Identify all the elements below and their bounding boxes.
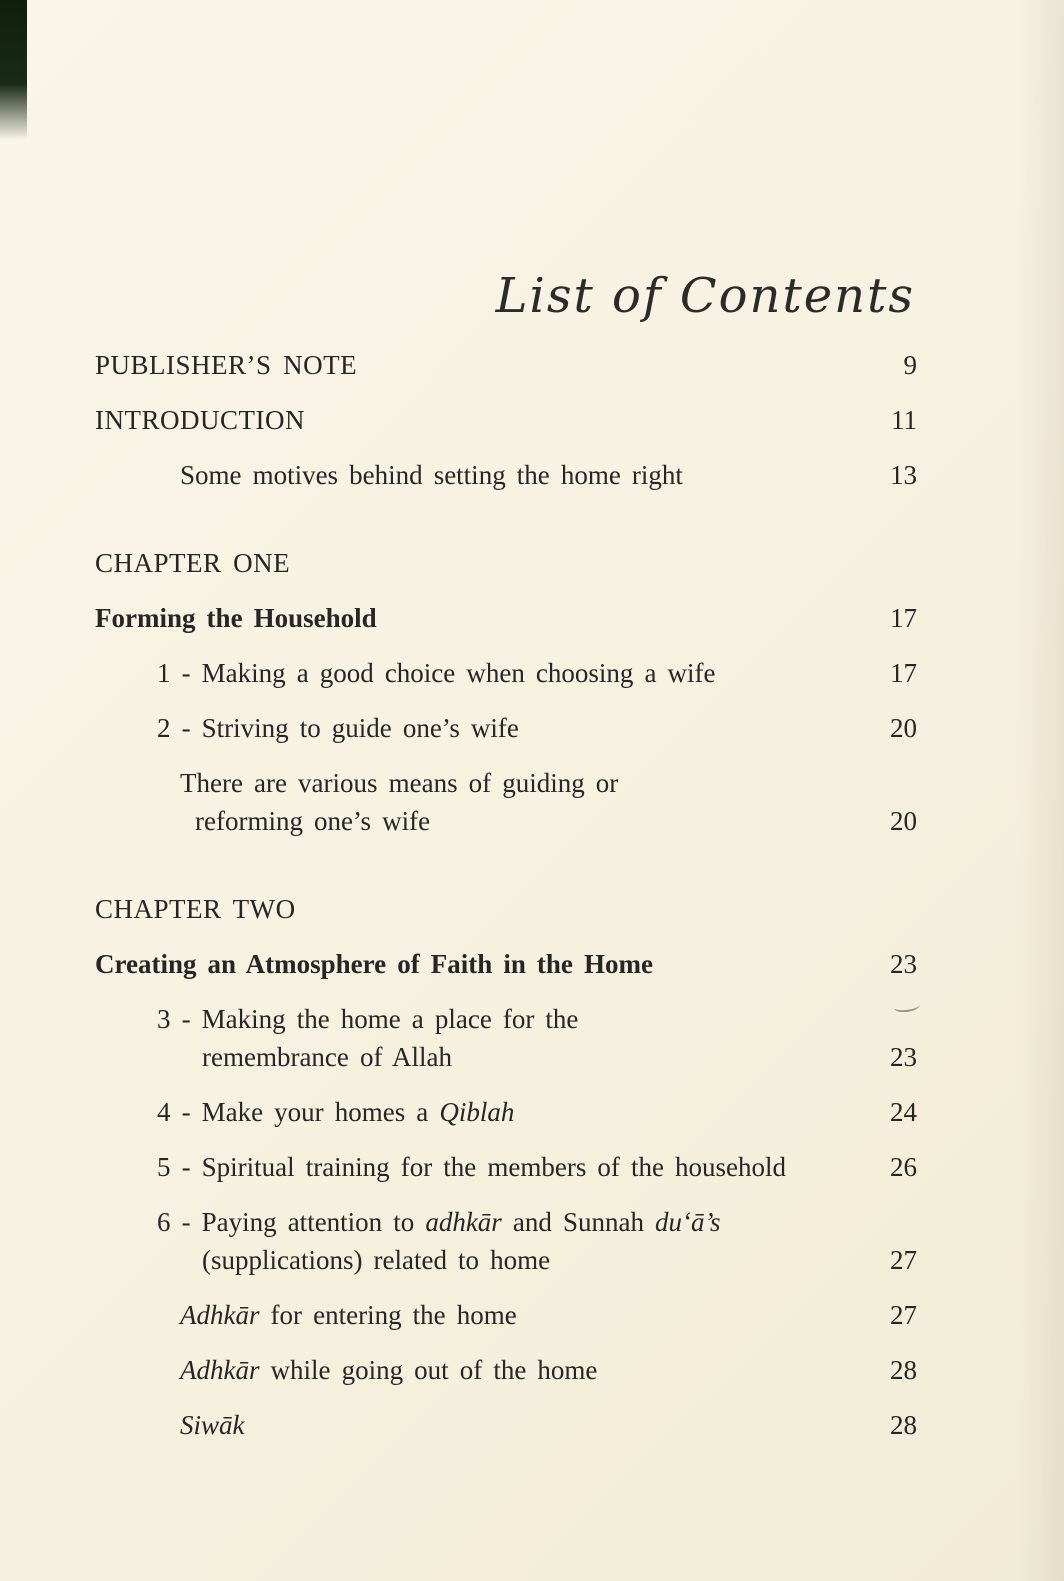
toc-entry xyxy=(95,1406,917,1444)
toc-entry xyxy=(95,456,917,494)
toc-entry-label: 1 - Making a good choice when choosing a wife xyxy=(157,658,716,688)
toc-entry-page: 17 xyxy=(890,603,917,633)
toc-entry-page: 28 xyxy=(890,1355,917,1385)
toc-entry xyxy=(95,401,917,439)
toc-entry-page: 28 xyxy=(890,1410,917,1440)
toc-entry-page: 20 xyxy=(890,713,917,743)
page-content xyxy=(95,0,917,1444)
toc-entry-page: 23 xyxy=(890,949,917,979)
toc-entry-label: Adhkār for entering the home xyxy=(180,1300,517,1330)
toc-entry xyxy=(95,346,917,384)
toc-entry-label: PUBLISHER’S NOTE xyxy=(95,350,358,380)
toc-entry-page: 9 xyxy=(903,350,917,380)
page-crease-shading xyxy=(1016,0,1064,1581)
toc-entry xyxy=(95,1203,917,1279)
toc-entry xyxy=(95,1000,917,1076)
toc-entry-page: 11 xyxy=(891,405,917,435)
toc-entry-label: Forming the Household xyxy=(95,603,377,633)
contents-list xyxy=(95,346,917,1444)
toc-entry-label: 3 - Making the home a place for the remembrance of Allah xyxy=(157,1004,579,1072)
toc-entry-label: Siwāk xyxy=(180,1410,245,1440)
toc-entry-page: 26 xyxy=(890,1152,917,1182)
toc-entry xyxy=(95,945,917,983)
toc-entry-page: 27 xyxy=(890,1245,917,1275)
toc-entry xyxy=(95,1148,917,1186)
toc-entry-page: 23 xyxy=(890,1042,917,1072)
toc-entry-page: 13 xyxy=(890,460,917,490)
toc-entry-label: 2 - Striving to guide one’s wife xyxy=(157,713,519,743)
toc-entry xyxy=(95,599,917,637)
toc-entry-label: Creating an Atmosphere of Faith in the Home xyxy=(95,949,653,979)
toc-entry xyxy=(95,1351,917,1389)
toc-entry-label: 4 - Make your homes a Qiblah xyxy=(157,1097,515,1127)
scan-edge-artifact xyxy=(0,0,27,140)
toc-entry-page: 27 xyxy=(890,1300,917,1330)
toc-entry xyxy=(95,764,917,840)
toc-entry-label: 5 - Spiritual training for the members of the household xyxy=(157,1152,787,1182)
toc-entry-label: 6 - Paying attention to adhkār and Sunnah du‘ā’s (supplications) related to home xyxy=(157,1207,721,1275)
toc-entry-page: 24 xyxy=(890,1097,917,1127)
toc-entry-label: Some motives behind setting the home right xyxy=(180,460,683,490)
toc-entry-page: 17 xyxy=(890,658,917,688)
toc-entry xyxy=(95,890,917,928)
toc-entry-page: 20 xyxy=(890,806,917,836)
toc-entry xyxy=(95,544,917,582)
toc-entry xyxy=(95,709,917,747)
toc-entry-label: CHAPTER TWO xyxy=(95,894,296,924)
toc-entry xyxy=(95,654,917,692)
toc-entry-label: INTRODUCTION xyxy=(95,405,305,435)
toc-entry xyxy=(95,1093,917,1131)
page-title: List of Contents xyxy=(495,268,915,324)
toc-entry-label: There are various means of guiding or reforming one’s wife xyxy=(180,768,619,836)
toc-entry-label: CHAPTER ONE xyxy=(95,548,291,578)
toc-entry-label: Adhkār while going out of the home xyxy=(180,1355,598,1385)
toc-entry xyxy=(95,1296,917,1334)
